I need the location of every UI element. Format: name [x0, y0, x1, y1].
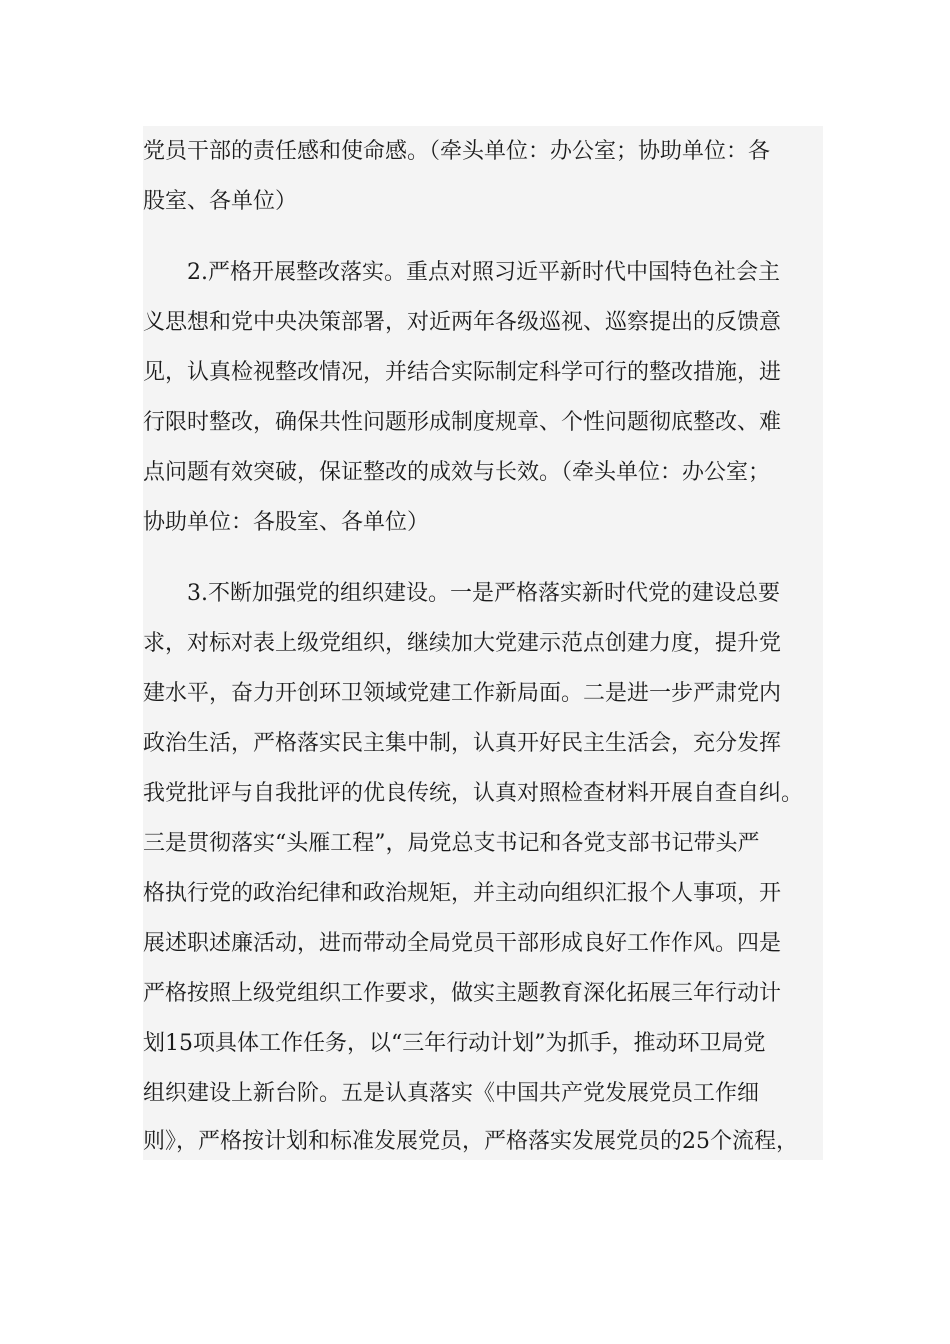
paragraph-2-line-2: 义思想和党中央决策部署，对近两年各级巡视、巡察提出的反馈意 — [143, 310, 782, 335]
paragraph-3-line-5: 我党批评与自我批评的优良传统，认真对照检查材料开展自查自纠。 — [143, 781, 804, 806]
paragraph-3-line-4: 政治生活，严格落实民主集中制，认真开好民主生活会，充分发挥 — [143, 731, 782, 756]
paragraph-3-line-12: 则》，严格按计划和标准发展党员，严格落实发展党员的25个流程， — [143, 1129, 798, 1154]
paragraph-2-line-5: 点问题有效突破，保证整改的成效与长效。（牵头单位：办公室； — [143, 460, 771, 485]
paragraph-2-line-3: 见，认真检视整改情况，并结合实际制定科学可行的整改措施，进 — [143, 360, 782, 385]
paragraph-2-line-1: 2.严格开展整改落实。重点对照习近平新时代中国特色社会主 — [143, 260, 780, 285]
paragraph-3-line-7: 格执行党的政治纪律和政治规矩，并主动向组织汇报个人事项，开 — [143, 881, 782, 906]
paragraph-3-line-11: 组织建设上新台阶。五是认真落实《中国共产党发展党员工作细 — [143, 1081, 760, 1106]
paragraph-2-line-4: 行限时整改，确保共性问题形成制度规章、个性问题彻底整改、难 — [143, 410, 782, 435]
paragraph-1-line-2: 股室、各单位） — [143, 189, 298, 214]
paragraph-3-line-10: 划15项具体工作任务，以“三年行动计划”为抓手，推动环卫局党 — [143, 1031, 766, 1056]
paragraph-2-line-6: 协助单位：各股室、各单位） — [143, 510, 430, 535]
paragraph-3-line-6: 三是贯彻落实“头雁工程”，局党总支书记和各党支部书记带头严 — [143, 831, 760, 856]
paragraph-3-line-8: 展述职述廉活动，进而带动全局党员干部形成良好工作作风。四是 — [143, 931, 782, 956]
paragraph-3-line-3: 建水平，奋力开创环卫领域党建工作新局面。二是进一步严肃党内 — [143, 681, 782, 706]
paragraph-3-line-2: 求，对标对表上级党组织，继续加大党建示范点创建力度，提升党 — [143, 631, 782, 656]
paragraph-3-line-9: 严格按照上级党组织工作要求，做实主题教育深化拓展三年行动计 — [143, 981, 782, 1006]
paragraph-3-line-1: 3.不断加强党的组织建设。一是严格落实新时代党的建设总要 — [143, 581, 780, 606]
paragraph-1-line-1: 党员干部的责任感和使命感。（牵头单位：办公室；协助单位：各 — [143, 139, 771, 164]
